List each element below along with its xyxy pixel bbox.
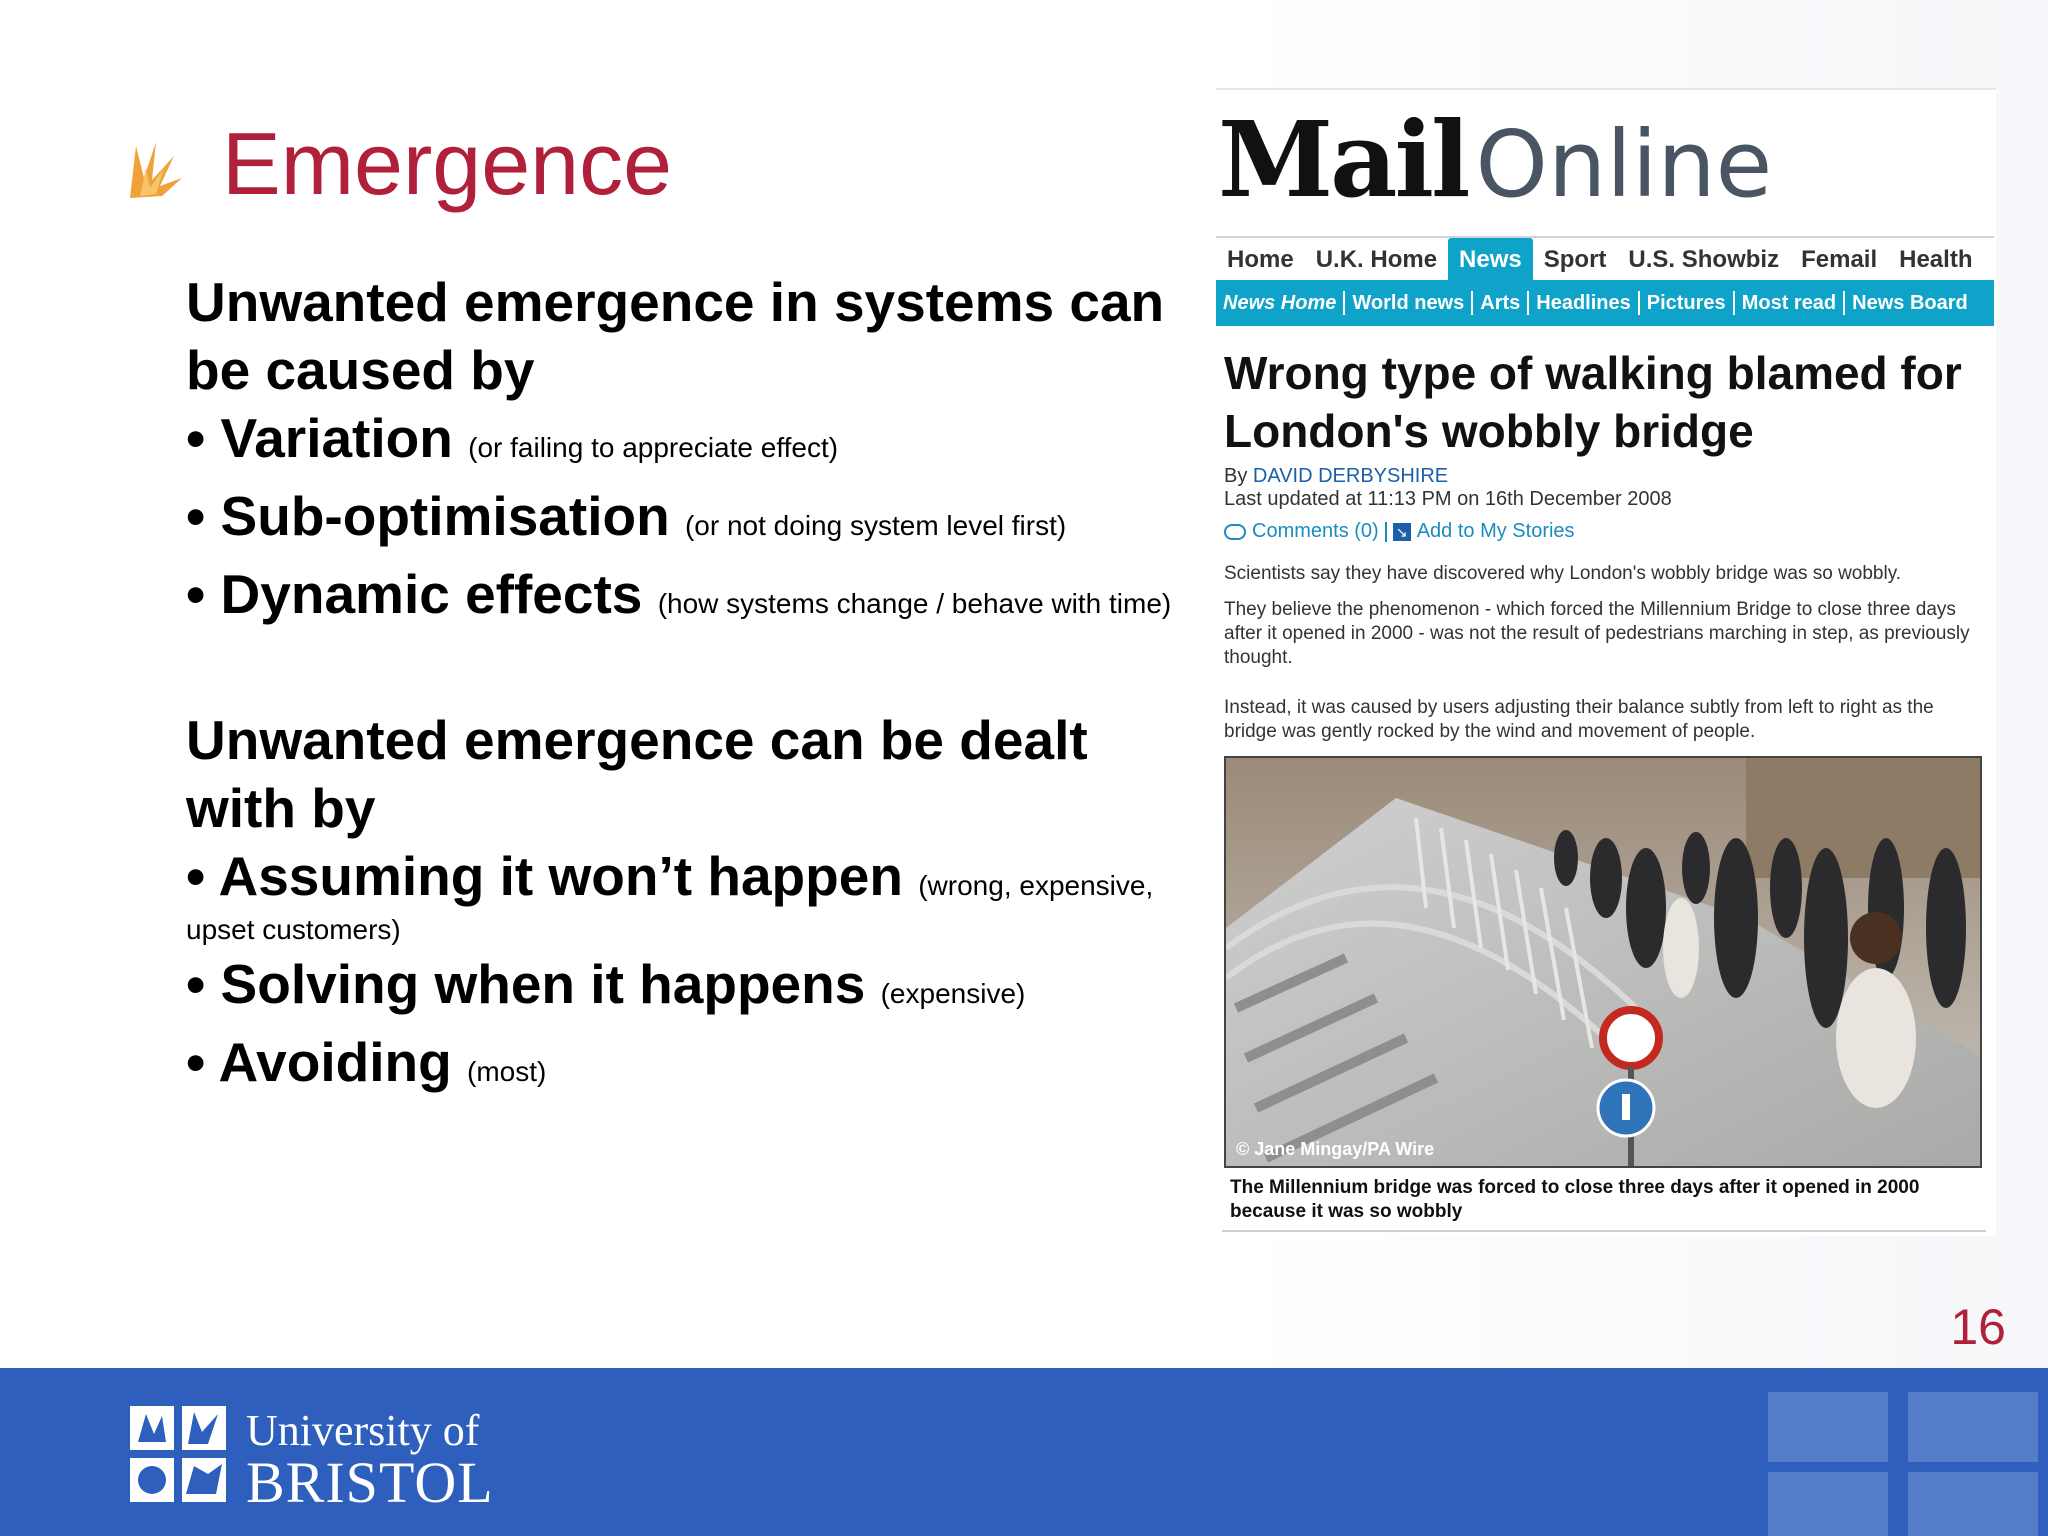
university-line1: University of [246, 1406, 480, 1455]
bullet-label: Variation [220, 407, 453, 469]
add-to-stories-link[interactable]: Add to My Stories [1416, 520, 1575, 542]
subnav-headlines[interactable]: Headlines [1529, 291, 1639, 315]
flame-logo-icon [126, 138, 182, 204]
article-byline [1224, 464, 1448, 488]
logo-mail-text: Mail [1218, 98, 1468, 221]
article-clipping [1216, 88, 1996, 1236]
footer-bar [0, 1368, 2048, 1536]
comments-link[interactable]: Comments (0) [1252, 520, 1379, 542]
add-story-icon: ↘ [1393, 523, 1411, 541]
logo-online-text: Online [1475, 111, 1773, 218]
bullet-label: Avoiding [218, 1031, 452, 1093]
nav-health[interactable]: Health [1899, 246, 1973, 273]
bullet-label: Sub-optimisation [220, 485, 670, 547]
university-wordmark [246, 1406, 494, 1515]
subnav-most-read[interactable]: Most read [1735, 291, 1845, 315]
bullet-item: • Avoiding (most) [186, 1031, 547, 1093]
bullet-note: (expensive) [880, 978, 1026, 1009]
subnav-arts[interactable]: Arts [1473, 291, 1529, 315]
bridge-photo [1224, 756, 1982, 1168]
divider [1222, 1230, 1986, 1232]
subnav-news-board[interactable]: News Board [1852, 292, 1968, 314]
primary-nav [1216, 236, 1994, 282]
subnav-pictures[interactable]: Pictures [1640, 291, 1735, 315]
secondary-nav [1216, 280, 1994, 326]
bullet-note-continued: upset customers) [186, 914, 401, 945]
nav-uk-home[interactable]: U.K. Home [1315, 246, 1438, 273]
bullet-label: Assuming it won’t happen [218, 845, 903, 907]
last-updated: Last updated at 11:13 PM on 16th December 2008 [1224, 488, 1672, 510]
article-paragraph: Scientists say they have discovered why London's wobbly bridge was so wobbly. [1224, 563, 1902, 584]
article-paragraph: They believe the phenomenon - which forced the Millennium Bridge to close three days after it opened in 2000 - was not the result of pedestrians marching in step, as previously thought. [1224, 599, 1970, 668]
remedies-heading: Unwanted emergence can be dealt with by [186, 709, 1088, 839]
photo-credit: © Jane Mingay/PA Wire [1236, 1139, 1435, 1159]
article-headline: Wrong type of walking blamed for London's wobbly bridge [1224, 347, 1962, 457]
divider [1216, 88, 1996, 90]
bullet-item: • Dynamic effects (how systems change / behave with time) [186, 563, 1172, 625]
bullet-note: (or not doing system level first) [684, 510, 1067, 541]
mailonline-logo [1218, 98, 1773, 221]
bullet-item: • Sub-optimisation (or not doing system level first) [186, 485, 1067, 547]
bullet-note: (wrong, expensive, [918, 870, 1154, 901]
bullet-label: Solving when it happens [220, 953, 866, 1015]
slide-title: Emergence [222, 114, 673, 213]
author-link[interactable]: DAVID DERBYSHIRE [1252, 465, 1449, 487]
watermark-crest-icon [1748, 1382, 2048, 1536]
university-line2: BRISTOL [246, 1450, 494, 1515]
nav-us-showbiz[interactable]: U.S. Showbiz [1628, 246, 1780, 273]
bullet-note: (how systems change / behave with time) [657, 588, 1172, 619]
nav-sport[interactable]: Sport [1543, 246, 1607, 273]
page-number: 16 [1950, 1299, 2006, 1355]
bridge-photo-illustration [1226, 758, 1982, 1168]
nav-femail[interactable]: Femail [1801, 246, 1878, 273]
nav-home[interactable]: Home [1227, 246, 1294, 273]
nav-news[interactable]: News [1448, 238, 1533, 282]
photo-caption: The Millennium bridge was forced to close three days after it opened in 2000 because it was so wobbly [1230, 1177, 1920, 1222]
article-actions [1224, 520, 1575, 543]
comment-bubble-icon [1224, 524, 1246, 540]
byline-prefix: By [1224, 465, 1248, 487]
university-crest-icon [128, 1404, 228, 1504]
bullet-note: (or failing to appreciate effect) [468, 432, 839, 463]
bullet-item: • Assuming it won’t happen (wrong, expensive, [186, 845, 1154, 907]
bullet-note: (most) [467, 1056, 547, 1087]
bullet-item: • Variation (or failing to appreciate effect) [186, 407, 839, 469]
causes-heading: Unwanted emergence in systems can be caused by [186, 271, 1165, 401]
bullet-label: Dynamic effects [220, 563, 643, 625]
subnav-news-home[interactable]: News Home [1216, 291, 1345, 315]
slide-body [186, 268, 1206, 1106]
bullet-item: • Solving when it happens (expensive) [186, 953, 1026, 1015]
article-paragraph: Instead, it was caused by users adjusting their balance subtly from left to right as the bridge was gently rocked by the wind and movement of people. [1224, 697, 1934, 742]
divider [1385, 522, 1387, 542]
subnav-world-news[interactable]: World news [1345, 291, 1473, 315]
